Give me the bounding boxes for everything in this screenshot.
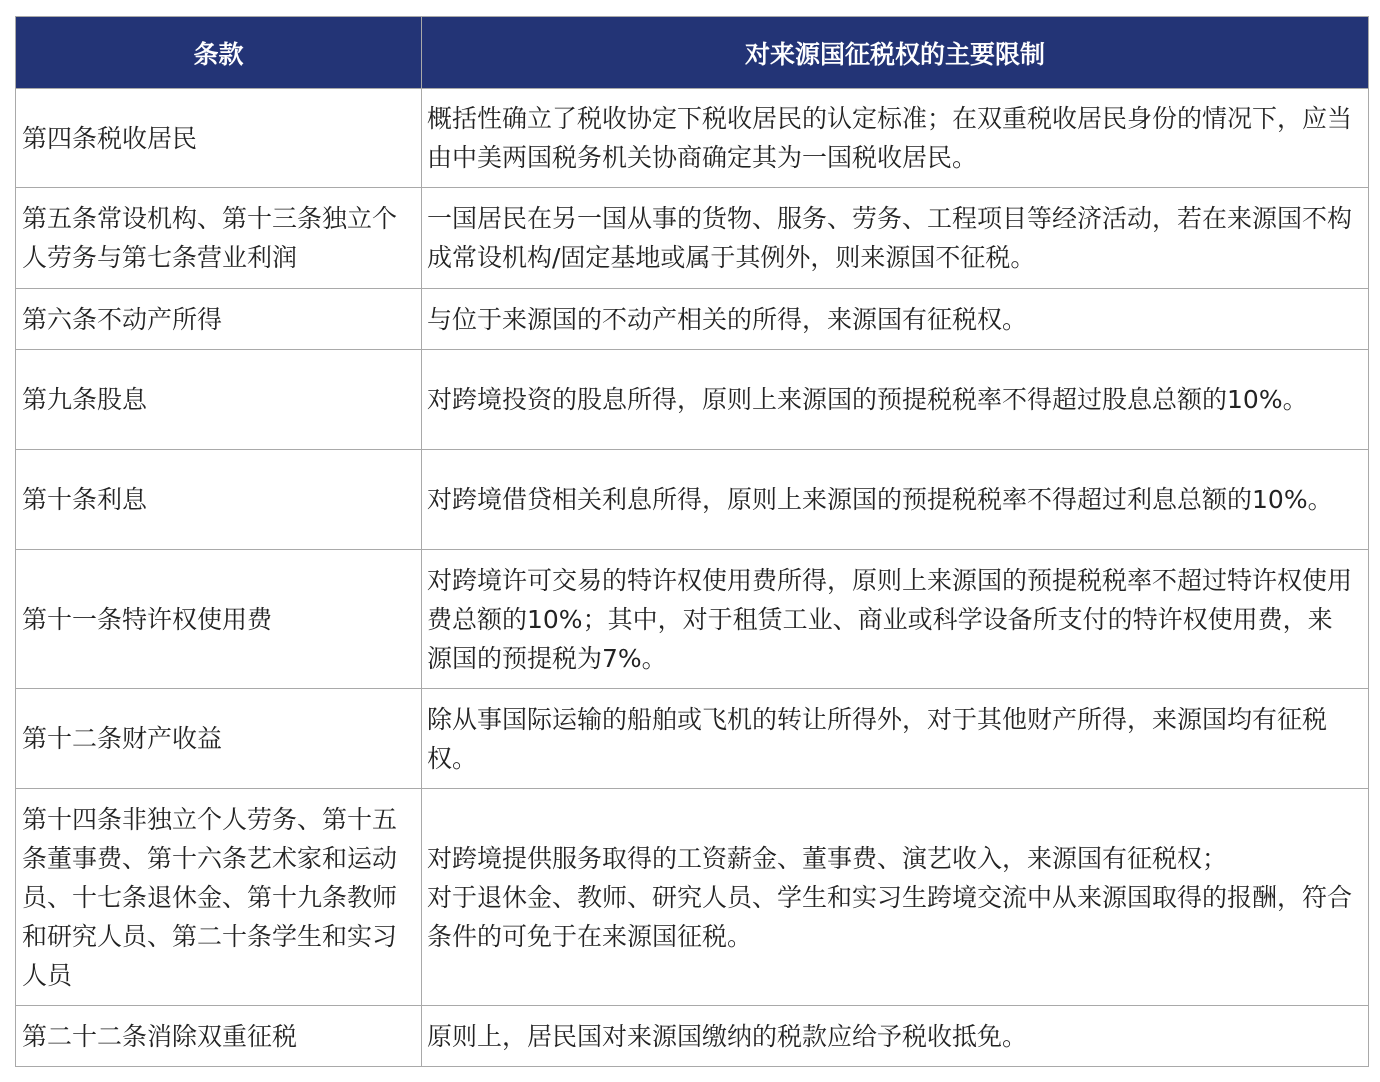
treaty-table-container [15,16,1368,1067]
limitation-cell: 对跨境投资的股息所得，原则上来源国的预提税税率不得超过股息总额的10%。 [422,350,1369,450]
limitation-line: 对跨境提供服务取得的工资薪金、董事费、演艺收入，来源国有征税权； [427,843,1228,873]
table-row [16,450,1369,550]
table-row [16,89,1369,188]
column-header-limitation: 对来源国征税权的主要限制 [422,17,1369,89]
table-row [16,550,1369,689]
limitation-cell [422,789,1369,1006]
clause-cell: 第六条不动产所得 [16,289,422,350]
clause-cell: 第十一条特许权使用费 [16,550,422,689]
column-header-clause: 条款 [16,17,422,89]
clause-cell: 第十条利息 [16,450,422,550]
table-row [16,689,1369,789]
table-row [16,350,1369,450]
limitation-cell: 除从事国际运输的船舶或飞机的转让所得外，对于其他财产所得，来源国均有征税权。 [422,689,1369,789]
limitation-cell: 概括性确立了税收协定下税收居民的认定标准；在双重税收居民身份的情况下，应当由中美两国税务机关协商确定其为一国税收居民。 [422,89,1369,188]
table-row [16,789,1369,1006]
table-row [16,1006,1369,1067]
clause-cell: 第九条股息 [16,350,422,450]
treaty-limitations-table [15,16,1369,1067]
clause-cell: 第五条常设机构、第十三条独立个人劳务与第七条营业利润 [16,188,422,289]
table-row [16,188,1369,289]
limitation-cell: 原则上，居民国对来源国缴纳的税款应给予税收抵免。 [422,1006,1369,1067]
clause-cell: 第四条税收居民 [16,89,422,188]
limitation-cell: 与位于来源国的不动产相关的所得，来源国有征税权。 [422,289,1369,350]
limitation-cell: 一国居民在另一国从事的货物、服务、劳务、工程项目等经济活动，若在来源国不构成常设机构/固定基地或属于其例外，则来源国不征税。 [422,188,1369,289]
clause-cell: 第十二条财产收益 [16,689,422,789]
limitation-cell: 对跨境借贷相关利息所得，原则上来源国的预提税税率不得超过利息总额的10%。 [422,450,1369,550]
table-row [16,289,1369,350]
limitation-cell: 对跨境许可交易的特许权使用费所得，原则上来源国的预提税税率不超过特许权使用费总额的10%；其中，对于租赁工业、商业或科学设备所支付的特许权使用费，来源国的预提税为7%。 [422,550,1369,689]
clause-cell: 第十四条非独立个人劳务、第十五条董事费、第十六条艺术家和运动员、十七条退休金、第十九条教师和研究人员、第二十条学生和实习人员 [16,789,422,1006]
limitation-line: 对于退休金、教师、研究人员、学生和实习生跨境交流中从来源国取得的报酬，符合条件的可免于在来源国征税。 [427,882,1353,951]
clause-cell: 第二十二条消除双重征税 [16,1006,422,1067]
table-header-row [16,17,1369,89]
